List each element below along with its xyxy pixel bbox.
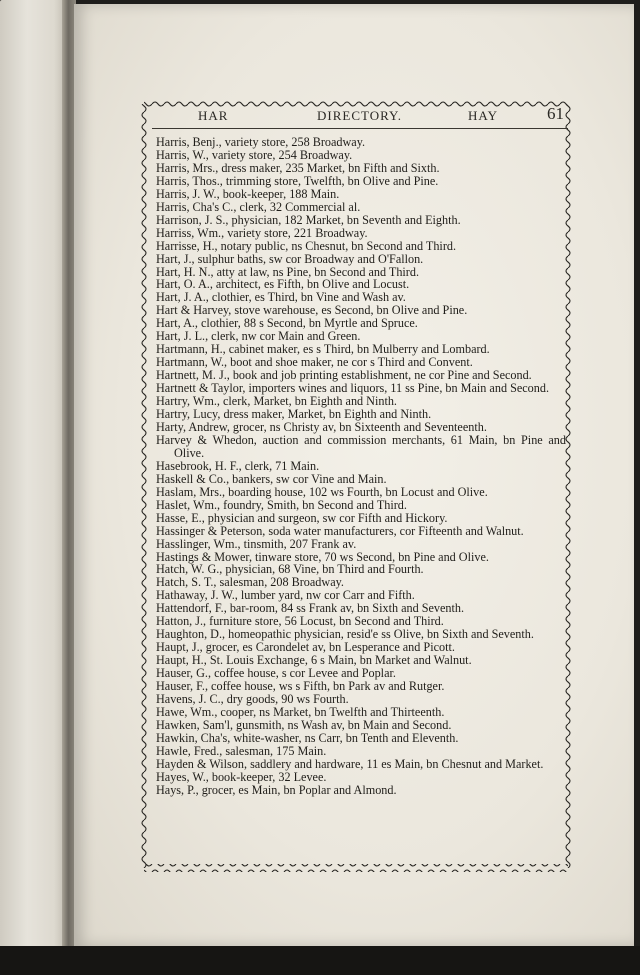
directory-entry: Harrisse, H., notary public, ns Chesnut, bn Second and Third. — [156, 238, 457, 253]
directory-entry: Hartmann, W., boot and shoe maker, ne cor s Third and Convent. — [156, 355, 473, 370]
header-rule — [152, 128, 568, 129]
directory-entry: Hart, H. N., atty at law, ns Pine, bn Second and Third. — [156, 264, 420, 279]
directory-entry: Hasslinger, Wm., tinsmith, 207 Frank av. — [156, 536, 357, 551]
left-page-edge — [0, 0, 68, 946]
directory-entry: Hassinger & Peterson, soda water manufacturers, cor Fifteenth and Walnut. — [156, 523, 524, 538]
header-right-guide-word: HAY — [468, 108, 498, 123]
directory-entry: Hasebrook, H. F., clerk, 71 Main. — [156, 458, 320, 473]
directory-entry: Hart, J. L., clerk, nw cor Main and Green. — [156, 329, 361, 344]
directory-entry: Haslet, Wm., foundry, Smith, bn Second and Third. — [156, 497, 407, 512]
directory-entries — [156, 136, 566, 797]
directory-entry: Hart & Harvey, stove warehouse, es Second, bn Olive and Pine. — [156, 303, 468, 318]
directory-entry: Harris, J. W., book-keeper, 188 Main. — [156, 186, 340, 201]
directory-entry: Hartry, Lucy, dress maker, Market, bn Eighth and Ninth. — [156, 407, 432, 422]
directory-entry: Hastings & Mower, tinware store, 70 ws Second, bn Pine and Olive. — [156, 549, 489, 564]
directory-entry: Hartnett & Taylor, importers wines and liquors, 11 ss Pine, bn Main and Second. — [156, 381, 550, 396]
directory-entry: Haupt, H., St. Louis Exchange, 6 s Main, bn Market and Walnut. — [156, 653, 472, 668]
directory-entry: Hawle, Fred., salesman, 175 Main. — [156, 743, 327, 758]
directory-entry: Haughton, D., homeopathic physician, resid'e ss Olive, bn Sixth and Seventh. — [156, 627, 534, 642]
directory-entry: Hartry, Wm., clerk, Market, bn Eighth and Ninth. — [156, 394, 397, 409]
directory-entry: Harris, W., variety store, 254 Broadway. — [156, 147, 353, 162]
directory-entry: Harris, Thos., trimming store, Twelfth, bn Olive and Pine. — [156, 173, 439, 188]
directory-entry: Harris, Mrs., dress maker, 235 Market, bn Fifth and Sixth. — [156, 160, 440, 175]
directory-entry: Hatch, W. G., physician, 68 Vine, bn Third and Fourth. — [156, 562, 424, 577]
directory-entry: Harriss, Wm., variety store, 221 Broadway. — [156, 225, 368, 240]
directory-entry: Hauser, F., coffee house, ws s Fifth, bn Park av and Rutger. — [156, 679, 445, 694]
directory-entry: Hartmann, H., cabinet maker, es s Third, bn Mulberry and Lombard. — [156, 342, 490, 357]
directory-entry: Hatch, S. T., salesman, 208 Broadway. — [156, 575, 344, 590]
directory-entry: Hart, J. A., clothier, es Third, bn Vine and Wash av. — [156, 290, 406, 305]
directory-entry: Hathaway, J. W., lumber yard, nw cor Carr and Fifth. — [156, 588, 415, 603]
header-left-guide-word: HAR — [198, 108, 229, 123]
directory-entry: Hart, J., sulphur baths, sw cor Broadway and O'Fallon. — [156, 251, 424, 266]
directory-entry: Hawkin, Cha's, white-washer, ns Carr, bn Tenth and Eleventh. — [156, 730, 459, 745]
directory-entry: Hart, A., clothier, 88 s Second, bn Myrtle and Spruce. — [156, 316, 418, 331]
directory-entry: Haskell & Co., bankers, sw cor Vine and Main. — [156, 471, 387, 486]
directory-entry: Hasse, E., physician and surgeon, sw cor Fifth and Hickory. — [156, 510, 448, 525]
directory-entry: Harris, Cha's C., clerk, 32 Commercial al. — [156, 199, 361, 214]
running-header — [150, 104, 570, 126]
directory-entry: Hauser, G., coffee house, s cor Levee and Poplar. — [156, 666, 396, 681]
directory-entry: Harvey & Whedon, auction and commission merchants, 61 Main, bn Pine and Olive. — [156, 432, 566, 460]
directory-entry: Havens, J. C., dry goods, 90 ws Fourth. — [156, 691, 349, 706]
directory-entry: Harty, Andrew, grocer, ns Christy av, bn Sixteenth and Seventeenth. — [156, 419, 487, 434]
directory-entry: Hayes, W., book-keeper, 32 Levee. — [156, 769, 327, 784]
directory-entry: Hattendorf, F., bar-room, 84 ss Frank av, bn Sixth and Seventh. — [156, 601, 465, 616]
directory-entry: Hawken, Sam'l, gunsmith, ns Wash av, bn Main and Second. — [156, 717, 452, 732]
scan-bottom-border — [0, 946, 640, 975]
directory-entry: Harrison, J. S., physician, 182 Market, bn Seventh and Eighth. — [156, 212, 461, 227]
directory-entry: Hays, P., grocer, es Main, bn Poplar and Almond. — [156, 782, 397, 797]
directory-entry: Hawe, Wm., cooper, ns Market, bn Twelfth and Thirteenth. — [156, 704, 445, 719]
directory-entry: Harris, Benj., variety store, 258 Broadway. — [156, 135, 366, 149]
directory-entry: Hatton, J., furniture store, 56 Locust, bn Second and Third. — [156, 614, 444, 629]
directory-entry: Hartnett, M. J., book and job printing establishment, ne cor Pine and Second. — [156, 368, 532, 383]
directory-entry: Hart, O. A., architect, es Fifth, bn Olive and Locust. — [156, 277, 410, 292]
header-title: DIRECTORY. — [317, 108, 403, 123]
page-number: 61 — [547, 104, 564, 123]
directory-entry: Haupt, J., grocer, es Carondelet av, bn Lesperance and Picott. — [156, 640, 455, 655]
directory-entry: Haslam, Mrs., boarding house, 102 ws Fourth, bn Locust and Olive. — [156, 484, 488, 499]
directory-entry: Hayden & Wilson, saddlery and hardware, 11 es Main, bn Chesnut and Market. — [156, 756, 544, 771]
